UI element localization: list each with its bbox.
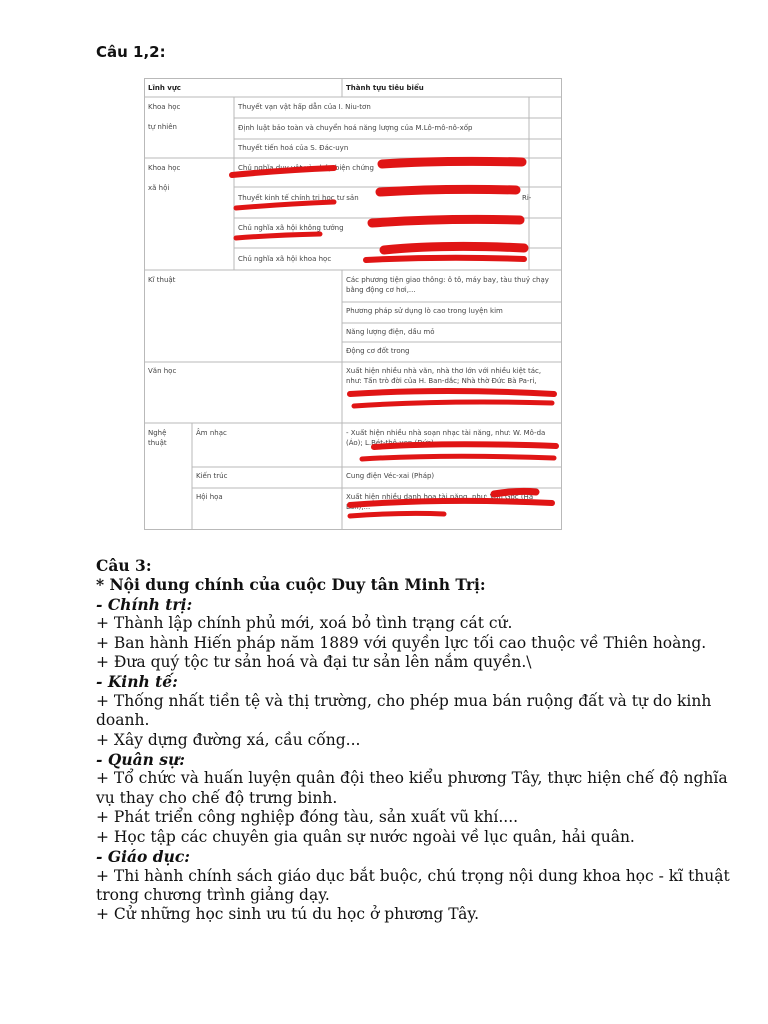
natural-row-2: Định luật bảo toàn và chuyển hoá năng lượng của M.Lô-mô-nô-xốp <box>238 124 473 132</box>
military-item-3: + Học tập các chuyên gia quân sự nước ngoài về lục quân, hải quân. <box>96 827 635 846</box>
literature-label: Văn học <box>148 367 177 375</box>
natural-row-3: Thuyết tiến hoá của S. Đác-uyn <box>238 144 349 152</box>
achievements-table <box>144 78 562 530</box>
music-text: - Xuất hiện nhiều nhà soạn nhạc tài năng, như: W. Mô-da (Áo); L.Bét-thô-ven (Đức),... <box>346 429 546 447</box>
question-3-section <box>96 556 736 925</box>
education-label: - Giáo dục: <box>96 847 190 867</box>
education-item-1: + Thi hành chính sách giáo dục bắt buộc, chú trọng nội dung khoa học - kĩ thuật trong chương trình giảng dạy. <box>96 866 730 904</box>
painting-label: Hội họa <box>196 493 223 501</box>
literature-text: Xuất hiện nhiều nhà văn, nhà thơ lớn với nhiều kiệt tác, như: Tấn trò đời của H. Ban-dắc; Nhà thờ Đức Bà Pa-ri, <box>346 367 542 385</box>
social-row-2: Thuyết kinh tế chính trị học tư sản <box>238 194 359 202</box>
social-row-4: Chủ nghĩa xã hội khoa học <box>238 255 332 263</box>
architecture-label: Kiến trúc <box>196 472 228 480</box>
tech-row-2: Phương pháp sử dụng lò cao trong luyện kim <box>346 307 503 315</box>
military-item-2: + Phát triển công nghiệp đóng tàu, sản xuất vũ khí.... <box>96 808 519 827</box>
social-science-label: Khoa học xã hội <box>148 164 181 192</box>
economy-label: - Kinh tế: <box>96 672 178 692</box>
technology-label: Kĩ thuật <box>148 276 176 284</box>
economy-item-2: + Xây dựng đường xá, cầu cống... <box>96 730 361 749</box>
architecture-text: Cung điện Véc-xai (Pháp) <box>346 472 435 480</box>
natural-science-label: Khoa học tự nhiên <box>148 103 181 131</box>
politics-label: - Chính trị: <box>96 594 193 614</box>
question-1-2-title: Câu 1,2: <box>96 43 166 61</box>
arts-label: Nghệ thuật <box>148 429 167 447</box>
military-label: - Quân sự: <box>96 750 186 770</box>
education-item-2: + Cử những học sinh ưu tú du học ở phương Tây. <box>96 905 480 924</box>
politics-item-1: + Thành lập chính phủ mới, xoá bỏ tình trạng cát cứ. <box>96 614 513 633</box>
economy-item-1: + Thống nhất tiền tệ và thị trường, cho phép mua bán ruộng đất và tự do kinh doanh. <box>96 691 712 730</box>
tech-row-1: Các phương tiện giao thông: ô tô, máy bay, tàu thuỷ chạy bằng động cơ hơi,... <box>346 276 549 294</box>
social-row-2-trail: Ri- <box>522 194 532 202</box>
painting-text: Xuất hiện nhiều danh họa tài năng, như: Van Gốc (Hà Lan),... <box>346 493 534 511</box>
politics-item-2: + Ban hành Hiến pháp năm 1889 với quyền lực tối cao thuộc về Thiên hoàng. <box>96 633 707 652</box>
music-label: Âm nhạc <box>196 429 227 437</box>
natural-row-1: Thuyết vạn vật hấp dẫn của I. Niu-tơn <box>238 103 371 111</box>
header-field: Lĩnh vực <box>148 84 181 92</box>
header-achievement: Thành tựu tiêu biểu <box>346 84 424 92</box>
social-row-3: Chủ nghĩa xã hội không tưởng <box>238 224 344 232</box>
question-3-title: Câu 3: <box>96 556 152 575</box>
tech-row-4: Động cơ đốt trong <box>346 347 410 355</box>
military-item-1: + Tổ chức và huấn luyện quân đội theo kiểu phương Tây, thực hiện chế độ nghĩa vụ thay cho chế độ trưng binh. <box>96 769 728 807</box>
social-row-1: Chủ nghĩa duy vật và phép biện chứng <box>238 164 374 172</box>
meiji-heading: * Nội dung chính của cuộc Duy tân Minh Trị: <box>96 575 486 595</box>
politics-item-3: + Đưa quý tộc tư sản hoá và đại tư sản lên nắm quyền.\ <box>96 653 532 672</box>
tech-row-3: Năng lượng điện, dầu mỏ <box>346 328 435 336</box>
